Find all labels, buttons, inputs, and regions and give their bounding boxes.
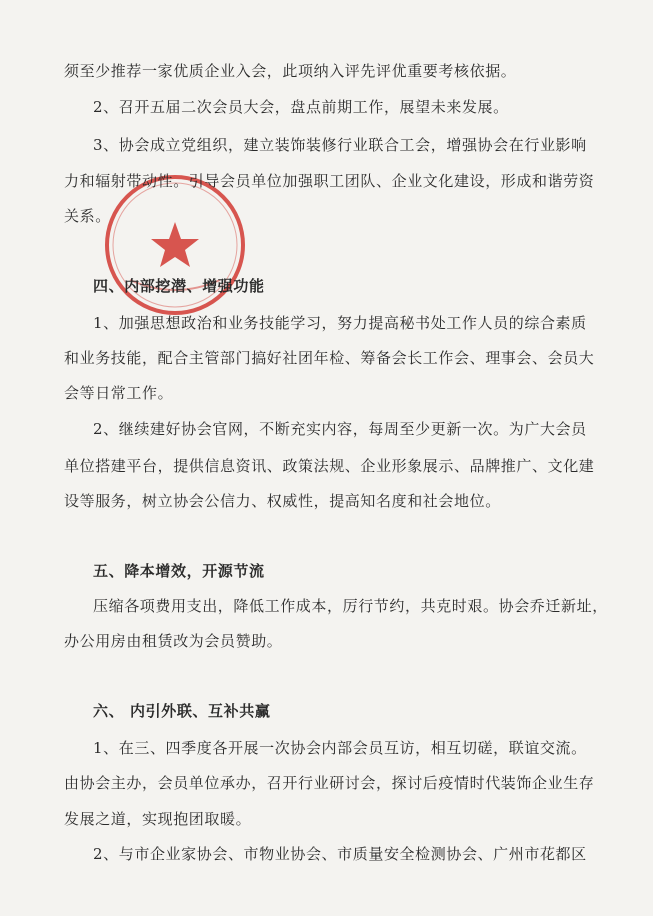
- section-heading: 五、降本增效，开源节流: [93, 562, 265, 580]
- text-line: 办公用房由租赁改为会员赞助。: [64, 632, 283, 650]
- text-line: 3、协会成立党组织，建立装饰装修行业联合工会，增强协会在行业影响: [93, 136, 587, 154]
- text-line: 2、召开五届二次会员大会，盘点前期工作，展望未来发展。: [93, 98, 509, 116]
- text-line: 和业务技能，配合主管部门搞好社团年检、筹备会长工作会、理事会、会员大: [64, 349, 595, 367]
- text-line: 由协会主办，会员单位承办，召开行业研讨会，探讨后疫情时代装饰企业生存: [64, 774, 595, 792]
- section-heading: 六、 内引外联、互补共赢: [93, 702, 271, 720]
- section-heading: 四、内部挖潜、增强功能: [93, 277, 265, 295]
- text-line: 2、与市企业家协会、市物业协会、市质量安全检测协会、广州市花都区: [93, 845, 587, 863]
- text-line: 须至少推荐一家优质企业入会，此项纳入评先评优重要考核依据。: [64, 62, 517, 80]
- text-line: 力和辐射带动性。引导会员单位加强职工团队、企业文化建设，形成和谐劳资: [64, 172, 595, 190]
- text-line: 1、加强思想政治和业务技能学习，努力提高秘书处工作人员的综合素质: [93, 314, 587, 332]
- text-line: 单位搭建平台，提供信息资讯、政策法规、企业形象展示、品牌推广、文化建: [64, 457, 595, 475]
- official-seal-stamp: [100, 170, 250, 320]
- text-line: 会等日常工作。: [64, 384, 174, 402]
- text-line: 发展之道，实现抱团取暖。: [64, 810, 252, 828]
- text-line: 1、在三、四季度各开展一次协会内部会员互访，相互切磋，联谊交流。: [93, 739, 587, 757]
- text-line: 关系。: [64, 207, 111, 225]
- text-line: 设等服务，树立协会公信力、权威性，提高知名度和社会地位。: [64, 492, 501, 510]
- text-line: 2、继续建好协会官网，不断充实内容，每周至少更新一次。为广大会员: [93, 420, 587, 438]
- text-line: 压缩各项费用支出，降低工作成本，厉行节约，共克时艰。协会乔迁新址，: [93, 597, 608, 615]
